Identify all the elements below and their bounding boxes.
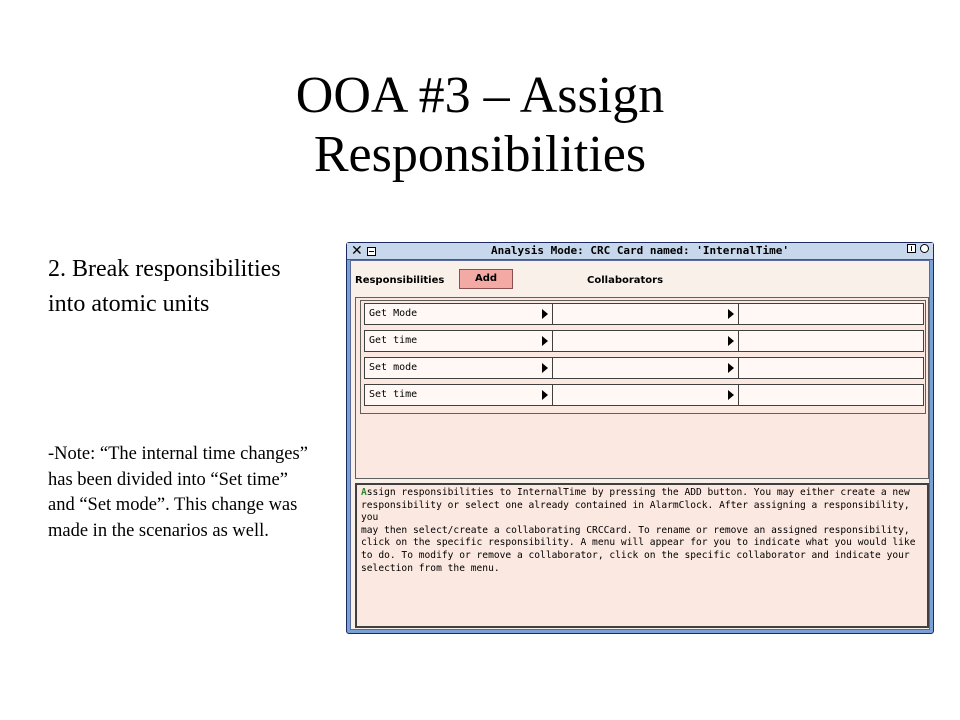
help-text-area[interactable] [355,483,929,628]
help-text-body: ssign responsibilities to InternalTime by pressing the ADD button. You may either create a new responsibility or select one already contained in AlarmClock. After assigning a responsibility, you may then select/create a collaborating CRCCard. To rename or remove an assigned responsibility, click on the specific responsibility. A menu will appear for you to indicate what you would like to do. To modify or remove a collaborator, click on the specific collaborator and indicate your selection from the menu. [361,487,916,574]
responsibility-label: Set time [369,389,418,400]
responsibility-row [364,357,924,379]
menu-arrow-icon[interactable] [728,363,734,373]
collaborator-cell[interactable] [553,385,739,405]
responsibilities-panel [355,297,929,479]
menu-arrow-icon[interactable] [542,363,548,373]
responsibility-cell[interactable] [365,358,553,378]
window-client [350,260,930,630]
collaborator-cell[interactable] [553,304,739,324]
collaborator-cell[interactable] [553,331,739,351]
slide-title [150,66,810,185]
responsibility-cell[interactable] [365,331,553,351]
responsibility-cell[interactable] [365,304,553,324]
collaborators-label: Collaborators [587,275,664,286]
menu-arrow-icon[interactable] [542,336,548,346]
text-cursor: A [361,487,367,498]
tile-icon[interactable] [907,244,916,253]
collaborator-cell[interactable] [553,358,739,378]
responsibility-row [364,303,924,325]
responsibility-label: Get time [369,335,418,346]
responsibility-row [364,330,924,352]
responsibilities-list [360,300,926,414]
window-titlebar[interactable] [347,243,933,260]
menu-arrow-icon[interactable] [542,309,548,319]
responsibility-cell[interactable] [365,385,553,405]
collaborator-cell[interactable] [739,358,923,378]
collaborator-cell[interactable] [739,304,923,324]
responsibility-label: Get Mode [369,308,418,319]
responsibilities-label: Responsibilities [355,275,445,286]
menu-arrow-icon[interactable] [728,336,734,346]
main-point: 2. Break responsibilities into atomic units [48,256,281,317]
collaborator-cell[interactable] [739,331,923,351]
close-icon[interactable]: ✕ [351,243,363,259]
responsibility-label: Set mode [369,362,418,373]
collaborator-cell[interactable] [739,385,923,405]
window-title: Analysis Mode: CRC Card named: 'InternalTime' [490,244,789,257]
responsibility-row [364,384,924,406]
menu-arrow-icon[interactable] [728,309,734,319]
slide-title-line-2: Responsibilities [313,126,647,184]
note-text: -Note: “The internal time changes” has been divided into “Set time” and “Set mode”. This change was made in the scenarios as well. [48,444,308,542]
help-text [361,487,923,575]
menu-arrow-icon[interactable] [542,390,548,400]
add-button[interactable]: Add [459,269,513,289]
card-toolbar [351,261,929,295]
crc-card-window [346,242,934,634]
menu-arrow-icon[interactable] [728,390,734,400]
slide-title-line-1: OOA #3 – Assign [295,67,665,124]
maximize-icon[interactable] [920,244,929,253]
